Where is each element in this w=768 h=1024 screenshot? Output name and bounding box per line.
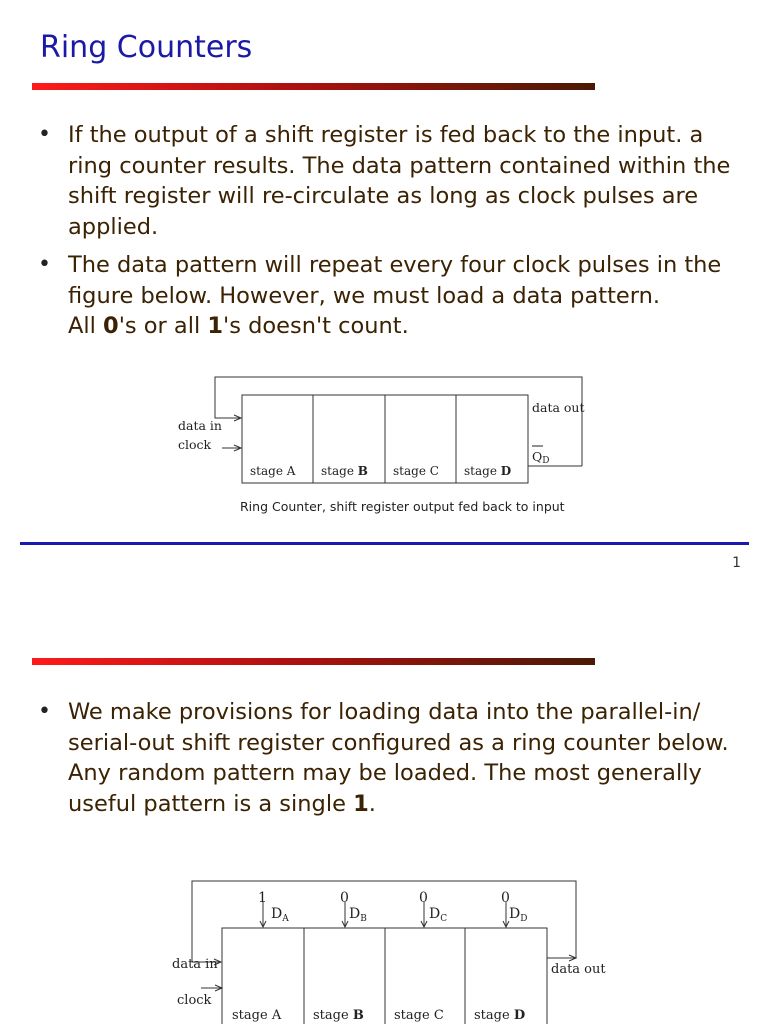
load-value-d: 0 [501,890,510,906]
data-out-label: data out [532,400,585,415]
bold-zero: 0 [103,313,119,339]
slide2-title-underline [32,658,595,665]
data-in-label: data in [172,957,218,972]
slide-title: Ring Counters [40,30,253,65]
bullet-text: We make provisions for loading data into the parallel-in/ serial-out shift register configured as a ring counter below. Any random pattern may be loaded. The most generally useful pattern is a single [68,699,729,817]
stage-b-label: stage B [321,464,368,478]
load-value-c: 0 [419,890,428,906]
stage-d-label: stage D [474,1008,526,1023]
stage-c-label: stage C [393,464,439,478]
stage-a-label: stage A [250,464,296,478]
stage-c-label: stage C [394,1008,444,1023]
title-underline [32,83,595,90]
figure-caption: Ring Counter, shift register output fed back to input [240,499,565,514]
bold-one: 1 [207,313,224,339]
bullet-item [38,697,748,819]
clock-label: clock [177,993,212,1008]
input-dc-label: $D_C$ [429,906,448,924]
bullet-icon: • [38,122,51,147]
feedback-wire [215,377,582,466]
data-in-label: data in [178,418,222,433]
bullet-icon: • [38,699,51,724]
slide1-bullet-list [38,120,748,350]
ring-counter-diagram [170,370,590,520]
bullet-item [38,250,748,342]
bullet-text-part: 's doesn't count. [223,313,409,339]
bullet-text: The data pattern will repeat every four clock pulses in the figure below. However, we must load a data pattern. [68,252,722,309]
stage-a-label: stage A [232,1008,282,1023]
bullet-text: If the output of a shift register is fed back to the input. a ring counter results. The data pattern contained within the shift register will re-circulate as long as clock pulses are applied. [68,122,731,240]
bold-one: 1 [353,790,369,817]
input-dd-label: $D_D$ [509,906,528,924]
bullet-text-part: All [68,313,104,339]
input-da-label: $D_A$ [271,906,289,924]
page-number: 1 [732,555,741,571]
slide-separator [20,542,749,545]
stage-b-label: stage B [313,1008,364,1023]
bullet-text-part: . [368,790,376,817]
load-value-b: 0 [340,890,349,906]
qd-label: QD [532,449,550,466]
stage-d-label: stage D [464,464,512,478]
input-db-label: $D_B$ [349,906,367,924]
ring-counter-load-diagram [165,878,615,1024]
bullet-item [38,120,748,242]
bullet-text-part: 's or all [118,313,208,339]
bullet-icon: • [38,252,51,277]
slide2-bullet-list [38,697,748,827]
data-out-label: data out [551,962,606,977]
load-value-a: 1 [258,890,267,906]
clock-label: clock [178,437,212,452]
